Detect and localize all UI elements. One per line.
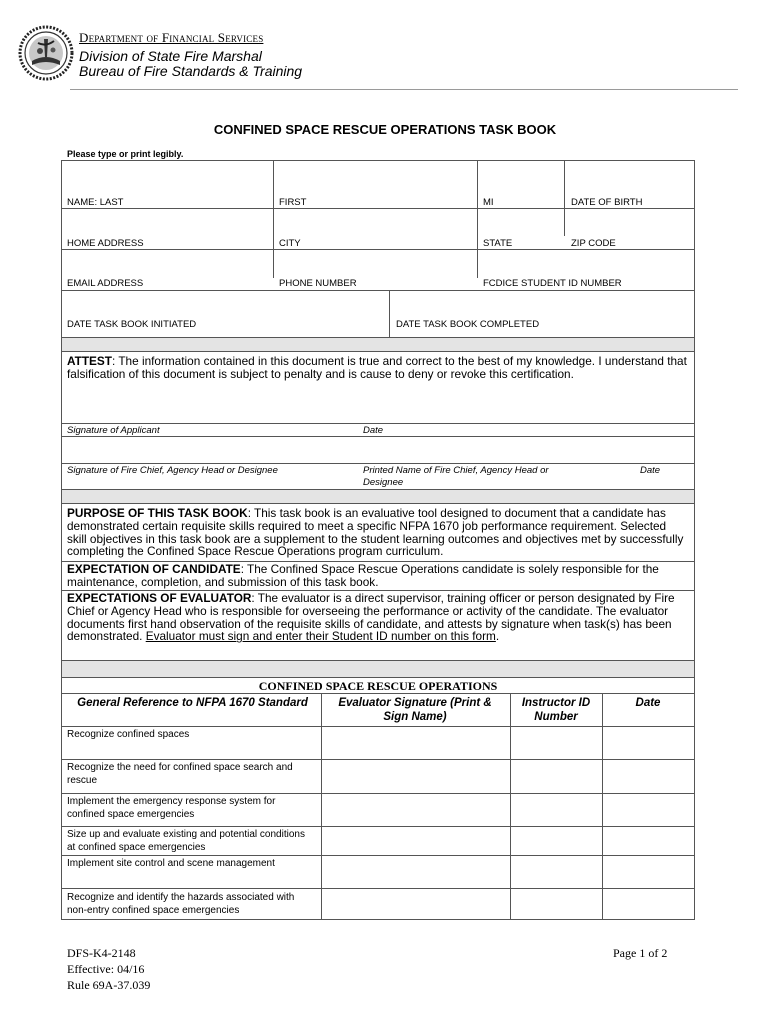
date-completed-label: DATE TASK BOOK COMPLETED bbox=[396, 319, 540, 330]
evaluator-expectation-underlined: Evaluator must sign and enter their Student ID number on this form bbox=[145, 629, 496, 644]
table-row-reference: Recognize confined spaces bbox=[67, 729, 190, 740]
state-seal-icon bbox=[18, 25, 74, 81]
department-name: Department of Financial Services bbox=[79, 30, 264, 45]
divider bbox=[61, 503, 695, 504]
footer-form-info bbox=[67, 945, 150, 993]
divider bbox=[61, 423, 695, 424]
chief-date-label: Date bbox=[640, 465, 661, 476]
page-number: Page 1 of 2 bbox=[613, 946, 668, 960]
instructor-id-cell[interactable] bbox=[511, 727, 601, 759]
date-initiated-label: DATE TASK BOOK INITIATED bbox=[67, 319, 197, 330]
date-cell[interactable] bbox=[603, 727, 694, 759]
attest-label: ATTEST bbox=[67, 354, 112, 368]
evaluator-expectation-text: : The evaluator is a direct supervisor, training officer or person designated by Fire Chief or Agency Head who is responsible for overseeing the performance or activity of the candidate. The evaluator documents first hand observation of the requisite skills of candidate, and attests by signature when task(s) has been demonstrated. bbox=[67, 591, 675, 644]
chief-signature-label: Signature of Fire Chief, Agency Head or Designee bbox=[67, 465, 278, 476]
applicant-date-label: Date bbox=[363, 425, 384, 436]
table-row-reference: Recognize and identify the hazards associated with non-entry confined space emergencies bbox=[67, 892, 295, 916]
date-cell[interactable] bbox=[603, 856, 694, 888]
shaded-band bbox=[62, 338, 694, 351]
footer-form-number: DFS-K4-2148 bbox=[67, 946, 136, 960]
shaded-band bbox=[62, 661, 694, 677]
page-title: CONFINED SPACE RESCUE OPERATIONS TASK BOOK bbox=[213, 122, 557, 137]
last-name-label: NAME: LAST bbox=[67, 197, 124, 208]
phone-input[interactable] bbox=[274, 250, 476, 276]
table-row-reference: Implement site control and scene management bbox=[67, 858, 275, 869]
table-row-reference: Implement the emergency response system for confined space emergencies bbox=[67, 796, 276, 820]
attest-statement bbox=[67, 355, 687, 381]
divider bbox=[61, 677, 695, 678]
student-id-label: FCDICE STUDENT ID NUMBER bbox=[483, 278, 622, 289]
header-reference: General Reference to NFPA 1670 Standard bbox=[77, 697, 308, 709]
dob-input[interactable] bbox=[565, 161, 694, 193]
instructor-id-cell[interactable] bbox=[511, 760, 601, 793]
applicant-signature-label: Signature of Applicant bbox=[67, 425, 160, 436]
city-label: CITY bbox=[279, 238, 301, 249]
instructor-id-cell[interactable] bbox=[511, 856, 601, 888]
zip-input[interactable] bbox=[565, 209, 694, 235]
purpose-label: PURPOSE OF THIS TASK BOOK bbox=[67, 506, 248, 520]
last-name-input[interactable] bbox=[62, 161, 272, 193]
footer-rule: Rule 69A-37.039 bbox=[67, 978, 151, 992]
divider bbox=[61, 693, 695, 694]
date-cell[interactable] bbox=[603, 889, 694, 919]
evaluator-signature-cell[interactable] bbox=[322, 856, 509, 888]
first-name-input[interactable] bbox=[274, 161, 476, 193]
candidate-expectation bbox=[67, 563, 689, 589]
instruction-text: Please type or print legibly. bbox=[67, 149, 184, 159]
date-cell[interactable] bbox=[603, 760, 694, 793]
date-cell[interactable] bbox=[603, 827, 694, 855]
email-input[interactable] bbox=[62, 250, 272, 276]
chief-printed-name-label: Printed Name of Fire Chief, Agency Head or Designee bbox=[363, 465, 549, 488]
evaluator-signature-cell[interactable] bbox=[322, 889, 509, 919]
dob-label: DATE OF BIRTH bbox=[571, 197, 643, 208]
evaluator-expectation-end: . bbox=[495, 629, 500, 644]
bureau-name: Bureau of Fire Standards & Training bbox=[79, 63, 303, 79]
attest-text: : The information contained in this document is true and correct to the best of my knowledge. I understand that falsification of this document is subject to penalty and is cause to deny or revoke this certification. bbox=[67, 354, 687, 381]
instructor-id-cell[interactable] bbox=[511, 794, 601, 826]
chief-signature-input[interactable] bbox=[62, 437, 694, 463]
applicant-signature-input[interactable] bbox=[62, 405, 694, 423]
city-input[interactable] bbox=[274, 209, 476, 235]
mi-label: MI bbox=[483, 197, 494, 208]
date-completed-input[interactable] bbox=[390, 291, 694, 317]
email-label: EMAIL ADDRESS bbox=[67, 278, 144, 289]
table-row-reference: Recognize the need for confined space search and rescue bbox=[67, 762, 293, 786]
shaded-band bbox=[62, 490, 694, 503]
header-instructor-id: Instructor ID Number bbox=[521, 697, 591, 723]
student-id-input[interactable] bbox=[478, 250, 694, 276]
header-date: Date bbox=[635, 697, 661, 709]
divider bbox=[61, 463, 695, 464]
evaluator-expectation-label: EXPECTATIONS OF EVALUATOR bbox=[67, 591, 252, 605]
home-address-label: HOME ADDRESS bbox=[67, 238, 144, 249]
table-title: CONFINED SPACE RESCUE OPERATIONS bbox=[258, 679, 498, 693]
state-input[interactable] bbox=[478, 209, 563, 235]
header-evaluator-signature: Evaluator Signature (Print & Sign Name) bbox=[338, 697, 492, 723]
table-row-reference: Size up and evaluate existing and potential conditions at confined space emergencies bbox=[67, 829, 305, 853]
state-label: STATE bbox=[483, 238, 513, 249]
candidate-expectation-text: : The Confined Space Rescue Operations candidate is solely responsible for the maintenance, completion, and submission of this task book. bbox=[67, 562, 659, 589]
divider bbox=[61, 351, 695, 352]
phone-label: PHONE NUMBER bbox=[279, 278, 357, 289]
division-name: Division of State Fire Marshal bbox=[79, 48, 262, 64]
purpose-text: : This task book is an evaluative tool designed to document that a candidate has demonstrated certain requisite skills required to meet a specific NFPA 1670 job performance requirement. Selected skill objectives in this task book are a supplement to the student learning outcomes and objectives met by successfully completing the Confined Space Rescue Operations program curriculum. bbox=[67, 506, 684, 559]
date-cell[interactable] bbox=[603, 794, 694, 826]
evaluator-signature-cell[interactable] bbox=[322, 827, 509, 855]
instructor-id-cell[interactable] bbox=[511, 889, 601, 919]
instructor-id-cell[interactable] bbox=[511, 827, 601, 855]
first-name-label: FIRST bbox=[279, 197, 307, 208]
home-address-input[interactable] bbox=[62, 209, 272, 235]
evaluator-signature-cell[interactable] bbox=[322, 727, 509, 759]
date-initiated-input[interactable] bbox=[62, 291, 388, 317]
zip-label: ZIP CODE bbox=[571, 238, 616, 249]
evaluator-signature-cell[interactable] bbox=[322, 760, 509, 793]
candidate-expectation-label: EXPECTATION OF CANDIDATE bbox=[67, 562, 241, 576]
purpose-statement bbox=[67, 507, 689, 558]
evaluator-expectation bbox=[67, 592, 689, 643]
footer-effective-date: Effective: 04/16 bbox=[67, 962, 145, 976]
evaluator-signature-cell[interactable] bbox=[322, 794, 509, 826]
header-divider bbox=[70, 89, 738, 90]
mi-input[interactable] bbox=[478, 161, 563, 193]
